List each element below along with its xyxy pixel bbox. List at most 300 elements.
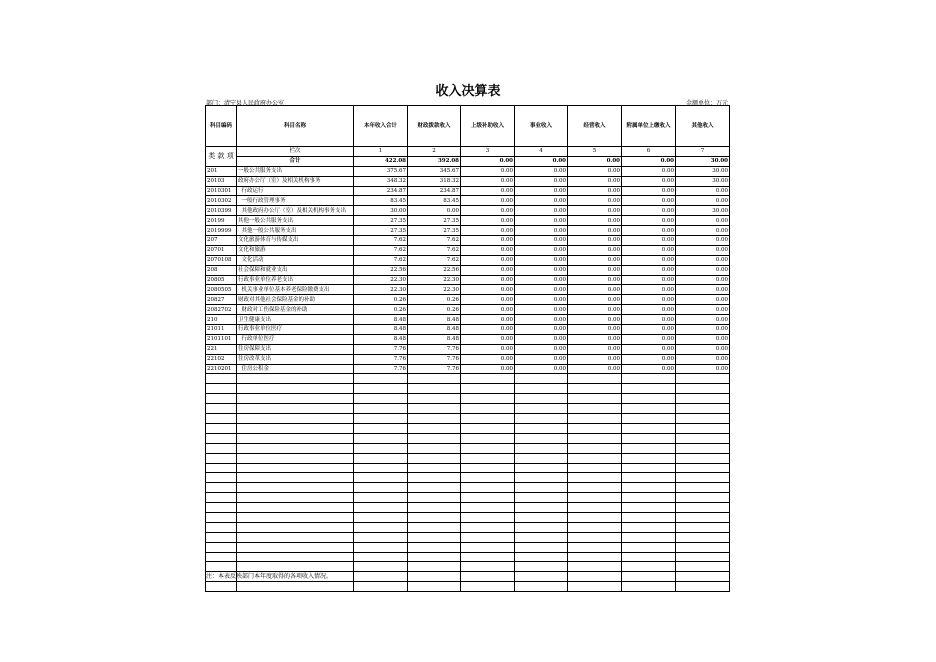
header-cell: 本年收入合计: [354, 106, 408, 147]
value-cell: 318.32: [408, 176, 461, 186]
value-cell: 0.00: [568, 216, 622, 226]
code-cell: 2010302: [206, 196, 237, 206]
col-number: 7: [676, 147, 730, 157]
empty-row: [206, 503, 730, 513]
empty-cell: [354, 384, 408, 394]
value-cell: 7.62: [354, 245, 408, 255]
value-cell: 0.00: [461, 334, 515, 344]
value-cell: 0.00: [461, 166, 515, 176]
empty-cell: [408, 493, 461, 503]
empty-cell: [206, 453, 237, 463]
value-cell: 0.00: [676, 245, 730, 255]
empty-cell: [461, 552, 515, 562]
value-cell: 345.67: [408, 166, 461, 176]
empty-cell: [408, 522, 461, 532]
table-row: [206, 196, 730, 206]
type-label: 类 款 项: [206, 147, 237, 167]
empty-cell: [408, 562, 461, 572]
empty-cell: [206, 374, 237, 384]
empty-cell: [206, 483, 237, 493]
empty-row: [206, 552, 730, 562]
empty-cell: [206, 414, 237, 424]
value-cell: 7.76: [408, 354, 461, 364]
value-cell: 0.26: [408, 305, 461, 315]
empty-cell: [676, 503, 730, 513]
empty-cell: [408, 453, 461, 463]
value-cell: 0.00: [676, 236, 730, 246]
value-cell: 0.00: [515, 334, 568, 344]
empty-cell: [676, 443, 730, 453]
empty-cell: [461, 542, 515, 552]
empty-cell: [461, 512, 515, 522]
value-cell: 0.00: [515, 206, 568, 216]
empty-row: [206, 493, 730, 503]
value-cell: 8.48: [354, 334, 408, 344]
total-row: [206, 156, 730, 166]
empty-cell: [237, 423, 354, 433]
value-cell: 0.00: [515, 255, 568, 265]
value-cell: 0.00: [515, 364, 568, 374]
value-cell: 0.00: [461, 236, 515, 246]
empty-cell: [676, 512, 730, 522]
empty-cell: [676, 552, 730, 562]
empty-cell: [354, 483, 408, 493]
value-cell: 30.00: [354, 206, 408, 216]
value-cell: 7.76: [354, 344, 408, 354]
name-cell: 行政事业单位医疗: [237, 325, 354, 335]
code-cell: 21011: [206, 325, 237, 335]
code-cell: 2101101: [206, 334, 237, 344]
value-cell: 0.00: [461, 176, 515, 186]
empty-cell: [622, 384, 676, 394]
empty-cell: [461, 493, 515, 503]
value-cell: 0.00: [622, 206, 676, 216]
empty-cell: [568, 562, 622, 572]
value-cell: 0.00: [515, 275, 568, 285]
empty-cell: [568, 473, 622, 483]
empty-cell: [408, 423, 461, 433]
empty-cell: [461, 433, 515, 443]
value-cell: 27.35: [408, 216, 461, 226]
value-cell: 0.00: [461, 354, 515, 364]
empty-cell: [206, 473, 237, 483]
empty-cell: [461, 522, 515, 532]
empty-cell: [354, 423, 408, 433]
empty-cell: [515, 473, 568, 483]
table-row: [206, 255, 730, 265]
value-cell: 7.62: [408, 255, 461, 265]
value-cell: 22.30: [408, 285, 461, 295]
table-row: [206, 295, 730, 305]
value-cell: 0.00: [568, 196, 622, 206]
empty-cell: [408, 374, 461, 384]
empty-cell: [622, 512, 676, 522]
empty-cell: [408, 404, 461, 414]
value-cell: 0.00: [676, 325, 730, 335]
empty-cell: [354, 522, 408, 532]
empty-cell: [676, 532, 730, 542]
code-cell: 207: [206, 236, 237, 246]
code-cell: 2010301: [206, 186, 237, 196]
empty-cell: [237, 542, 354, 552]
empty-cell: [676, 572, 730, 582]
empty-cell: [515, 453, 568, 463]
empty-cell: [622, 552, 676, 562]
value-cell: 0.00: [515, 196, 568, 206]
empty-cell: [676, 473, 730, 483]
name-cell: 一般公共服务支出: [237, 166, 354, 176]
empty-cell: [237, 433, 354, 443]
code-cell: 208: [206, 265, 237, 275]
empty-cell: [622, 453, 676, 463]
empty-cell: [515, 374, 568, 384]
value-cell: 0.00: [622, 305, 676, 315]
empty-cell: [237, 463, 354, 473]
value-cell: 0.00: [676, 354, 730, 364]
value-cell: 8.48: [408, 334, 461, 344]
col-number: 2: [408, 147, 461, 157]
empty-cell: [206, 443, 237, 453]
empty-cell: [354, 512, 408, 522]
table-row: [206, 364, 730, 374]
empty-cell: [622, 522, 676, 532]
value-cell: 7.76: [408, 344, 461, 354]
header-cell: 科目名称: [237, 106, 354, 147]
empty-cell: [568, 384, 622, 394]
empty-cell: [206, 423, 237, 433]
value-cell: 0.00: [622, 236, 676, 246]
empty-cell: [354, 414, 408, 424]
value-cell: 234.87: [408, 186, 461, 196]
empty-cell: [237, 512, 354, 522]
value-cell: 22.30: [408, 275, 461, 285]
empty-cell: [461, 453, 515, 463]
empty-row: [206, 473, 730, 483]
value-cell: 0.00: [568, 295, 622, 305]
value-cell: 7.62: [408, 236, 461, 246]
value-cell: 0.00: [622, 325, 676, 335]
department-label: 部门：清宁县人民政府办公室: [206, 100, 285, 107]
empty-row: [206, 542, 730, 552]
value-cell: 7.76: [354, 364, 408, 374]
empty-cell: [515, 572, 568, 582]
empty-cell: [237, 473, 354, 483]
empty-cell: [461, 572, 515, 582]
header-cell: 财政拨款收入: [408, 106, 461, 147]
value-cell: 0.00: [676, 275, 730, 285]
value-cell: 0.00: [515, 166, 568, 176]
empty-cell: [515, 503, 568, 513]
value-cell: 0.00: [568, 305, 622, 315]
empty-cell: [515, 394, 568, 404]
empty-cell: [408, 582, 461, 592]
value-cell: 0.00: [568, 166, 622, 176]
empty-cell: [408, 433, 461, 443]
empty-cell: [515, 552, 568, 562]
value-cell: 0.00: [622, 176, 676, 186]
value-cell: 7.76: [354, 354, 408, 364]
value-cell: 0.00: [515, 186, 568, 196]
value-cell: 0.26: [408, 295, 461, 305]
value-cell: 30.00: [676, 166, 730, 176]
code-cell: 2082702: [206, 305, 237, 315]
empty-cell: [622, 503, 676, 513]
code-cell: 2210201: [206, 364, 237, 374]
total-value: 0.00: [568, 156, 622, 166]
empty-cell: [206, 394, 237, 404]
empty-cell: [568, 404, 622, 414]
table-row: [206, 186, 730, 196]
value-cell: 0.00: [676, 196, 730, 206]
value-cell: 22.56: [354, 265, 408, 275]
value-cell: 0.00: [622, 285, 676, 295]
code-cell: 20199: [206, 216, 237, 226]
value-cell: 0.00: [515, 176, 568, 186]
empty-cell: [568, 572, 622, 582]
table-row: [206, 334, 730, 344]
empty-cell: [568, 493, 622, 503]
value-cell: 0.00: [676, 285, 730, 295]
name-cell: 住房改革支出: [237, 354, 354, 364]
total-value: 30.00: [676, 156, 730, 166]
table-row: [206, 206, 730, 216]
empty-cell: [568, 414, 622, 424]
empty-cell: [568, 483, 622, 493]
name-cell: 住房公积金: [237, 364, 354, 374]
value-cell: 0.00: [515, 315, 568, 325]
empty-cell: [206, 552, 237, 562]
empty-cell: [515, 582, 568, 592]
empty-row: [206, 582, 730, 592]
empty-cell: [237, 394, 354, 404]
empty-cell: [622, 542, 676, 552]
value-cell: 0.00: [515, 344, 568, 354]
value-cell: 0.00: [515, 226, 568, 236]
value-cell: 0.00: [515, 265, 568, 275]
empty-cell: [622, 562, 676, 572]
empty-cell: [622, 443, 676, 453]
empty-cell: [622, 532, 676, 542]
empty-cell: [461, 404, 515, 414]
value-cell: 0.00: [515, 216, 568, 226]
empty-cell: [461, 483, 515, 493]
empty-cell: [206, 493, 237, 503]
table-row: [206, 305, 730, 315]
empty-cell: [354, 503, 408, 513]
name-cell: 文化活动: [237, 255, 354, 265]
value-cell: 8.48: [408, 325, 461, 335]
table-row: [206, 226, 730, 236]
empty-cell: [354, 394, 408, 404]
name-cell: 其他政府办公厅（室）及相关机构事务支出: [237, 206, 354, 216]
value-cell: 0.00: [568, 275, 622, 285]
value-cell: 83.45: [408, 196, 461, 206]
value-cell: 7.62: [354, 255, 408, 265]
empty-cell: [676, 384, 730, 394]
empty-cell: [354, 453, 408, 463]
empty-cell: [461, 532, 515, 542]
value-cell: 0.00: [568, 245, 622, 255]
empty-cell: [568, 522, 622, 532]
value-cell: 27.35: [354, 226, 408, 236]
value-cell: 0.00: [515, 325, 568, 335]
value-cell: 8.48: [354, 315, 408, 325]
empty-cell: [676, 433, 730, 443]
empty-cell: [354, 433, 408, 443]
empty-cell: [408, 414, 461, 424]
value-cell: 0.00: [568, 186, 622, 196]
empty-cell: [408, 384, 461, 394]
empty-cell: [568, 582, 622, 592]
empty-cell: [408, 552, 461, 562]
name-cell: 行政事业单位养老支出: [237, 275, 354, 285]
empty-cell: [568, 463, 622, 473]
value-cell: 0.00: [461, 255, 515, 265]
value-cell: 0.00: [676, 216, 730, 226]
empty-cell: [354, 404, 408, 414]
empty-cell: [568, 423, 622, 433]
empty-row: [206, 463, 730, 473]
income-table: [205, 105, 730, 592]
value-cell: 7.76: [408, 364, 461, 374]
empty-cell: [461, 582, 515, 592]
empty-cell: [354, 493, 408, 503]
value-cell: 0.00: [461, 364, 515, 374]
empty-cell: [237, 384, 354, 394]
empty-cell: [354, 562, 408, 572]
value-cell: 0.00: [568, 206, 622, 216]
value-cell: 348.32: [354, 176, 408, 186]
empty-row: [206, 512, 730, 522]
value-cell: 0.00: [515, 305, 568, 315]
empty-cell: [354, 473, 408, 483]
empty-cell: [568, 512, 622, 522]
empty-cell: [354, 582, 408, 592]
empty-cell: [206, 463, 237, 473]
empty-cell: [515, 493, 568, 503]
value-cell: 0.00: [568, 354, 622, 364]
empty-cell: [206, 433, 237, 443]
value-cell: 0.00: [622, 265, 676, 275]
page-title: 收入决算表: [435, 84, 501, 99]
table-row: [206, 216, 730, 226]
empty-cell: [676, 542, 730, 552]
name-cell: 文化旅游体育与传媒支出: [237, 236, 354, 246]
name-cell: 其他一般公共服务支出: [237, 216, 354, 226]
header-cell: 其他收入: [676, 106, 730, 147]
value-cell: 0.00: [461, 226, 515, 236]
empty-cell: [237, 582, 354, 592]
code-cell: 20103: [206, 176, 237, 186]
name-cell: 其他一般公共服务支出: [237, 226, 354, 236]
empty-cell: [408, 542, 461, 552]
empty-cell: [237, 404, 354, 414]
empty-cell: [237, 503, 354, 513]
empty-cell: [568, 453, 622, 463]
empty-cell: [676, 414, 730, 424]
empty-cell: [676, 522, 730, 532]
value-cell: 0.00: [568, 265, 622, 275]
table-row: [206, 245, 730, 255]
table-row: [206, 176, 730, 186]
empty-cell: [461, 463, 515, 473]
empty-row: [206, 453, 730, 463]
header-cell: 科目编码: [206, 106, 237, 147]
value-cell: 0.00: [622, 196, 676, 206]
empty-cell: [622, 582, 676, 592]
empty-cell: [408, 532, 461, 542]
value-cell: 7.62: [354, 236, 408, 246]
value-cell: 22.56: [408, 265, 461, 275]
code-cell: 20805: [206, 275, 237, 285]
empty-cell: [515, 384, 568, 394]
value-cell: 0.00: [515, 245, 568, 255]
empty-row: [206, 414, 730, 424]
table-row: [206, 265, 730, 275]
empty-cell: [237, 483, 354, 493]
empty-cell: [408, 443, 461, 453]
table-row: [206, 315, 730, 325]
empty-cell: [408, 483, 461, 493]
empty-cell: [622, 404, 676, 414]
empty-cell: [676, 562, 730, 572]
value-cell: 0.00: [622, 275, 676, 285]
empty-cell: [237, 493, 354, 503]
value-cell: 0.00: [461, 325, 515, 335]
name-cell: 行政单位医疗: [237, 334, 354, 344]
empty-cell: [237, 522, 354, 532]
name-cell: 财政对其他社会保险基金的补助: [237, 295, 354, 305]
empty-row: [206, 443, 730, 453]
total-label: 合计: [237, 156, 354, 166]
empty-cell: [354, 532, 408, 542]
total-value: 392.08: [408, 156, 461, 166]
value-cell: 0.00: [676, 344, 730, 354]
value-cell: 0.00: [622, 315, 676, 325]
name-cell: 政府办公厅（室）及相关机构事务: [237, 176, 354, 186]
empty-cell: [408, 572, 461, 582]
empty-cell: [515, 483, 568, 493]
header-cell: 上级补助收入: [461, 106, 515, 147]
value-cell: 83.45: [354, 196, 408, 206]
value-cell: 0.00: [676, 226, 730, 236]
value-cell: 0.00: [676, 295, 730, 305]
empty-cell: [354, 552, 408, 562]
empty-cell: [206, 512, 237, 522]
empty-cell: [515, 532, 568, 542]
table-row: [206, 325, 730, 335]
value-cell: 0.00: [622, 166, 676, 176]
value-cell: 0.00: [622, 295, 676, 305]
empty-cell: [622, 414, 676, 424]
empty-cell: [206, 532, 237, 542]
value-cell: 0.00: [676, 364, 730, 374]
value-cell: 0.00: [515, 354, 568, 364]
empty-cell: [354, 443, 408, 453]
value-cell: 375.67: [354, 166, 408, 176]
name-cell: 财政对工伤保险基金的补助: [237, 305, 354, 315]
value-cell: 0.00: [568, 236, 622, 246]
value-cell: 0.00: [568, 285, 622, 295]
col-number: 6: [622, 147, 676, 157]
value-cell: 8.48: [408, 315, 461, 325]
value-cell: 0.26: [354, 295, 408, 305]
table-row: [206, 285, 730, 295]
empty-cell: [354, 463, 408, 473]
empty-cell: [408, 503, 461, 513]
empty-cell: [622, 433, 676, 443]
value-cell: 0.00: [568, 364, 622, 374]
